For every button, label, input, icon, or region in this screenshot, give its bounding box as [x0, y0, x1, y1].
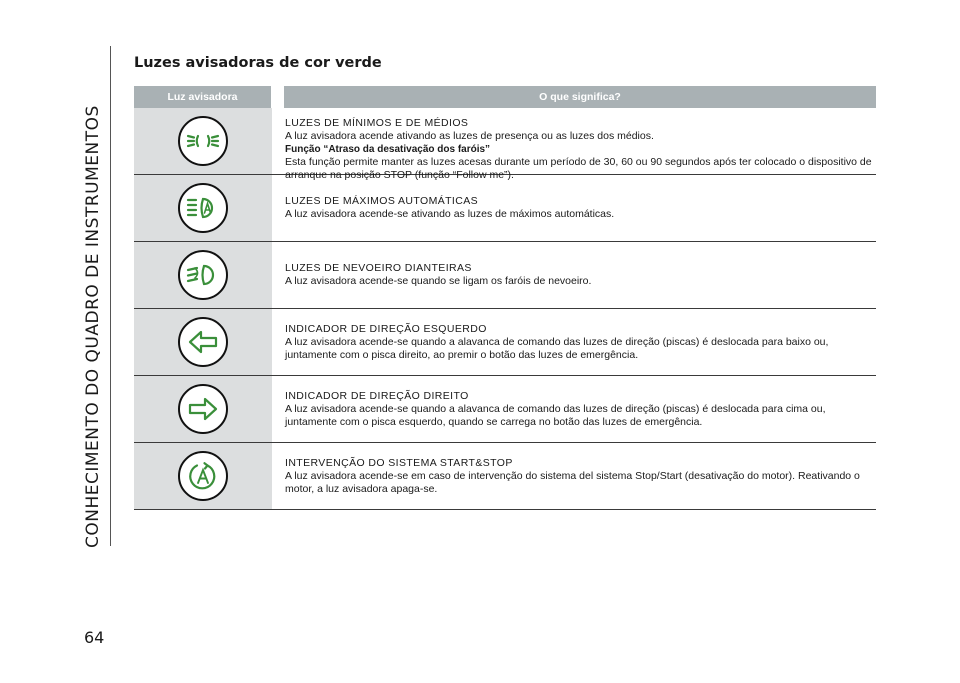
- entry-title: LUZES DE MÍNIMOS E DE MÉDIOS: [285, 117, 469, 129]
- section-title: Luzes avisadoras de cor verde: [134, 55, 382, 71]
- front-fog-lights-icon: [178, 250, 228, 300]
- table-row: [134, 376, 876, 443]
- icon-cell: [134, 175, 272, 241]
- meaning-cell: [272, 309, 876, 375]
- entry-title: LUZES DE NEVOEIRO DIANTEIRAS: [285, 262, 472, 274]
- entry-text: A luz avisadora acende-se em caso de intervenção do sistema del sistema Stop/Start (desativação do motor). Reativando o motor, a luz avisadora apaga-se.: [285, 469, 860, 495]
- icon-cell: [134, 376, 272, 442]
- table-row: [134, 242, 876, 309]
- icon-cell: [134, 309, 272, 375]
- auto-high-beam-icon: [178, 183, 228, 233]
- header-meaning: O que significa?: [272, 86, 876, 108]
- warning-lights-table: [134, 86, 876, 510]
- entry-text: A luz avisadora acende-se quando a alavanca de comando das luzes de direção (piscas) é deslocada para cima ou, juntamente com o pisca esquerdo, quando se carrega no botão das luzes de emergência.: [285, 402, 826, 428]
- meaning-cell: [272, 175, 876, 241]
- entry-title: INDICADOR DE DIREÇÃO ESQUERDO: [285, 322, 487, 335]
- right-turn-arrow-icon: [178, 384, 228, 434]
- chapter-divider: [110, 46, 111, 546]
- entry-text: A luz avisadora acende-se quando se ligam os faróis de nevoeiro.: [285, 275, 592, 287]
- table-row: [134, 309, 876, 376]
- meaning-cell: [272, 376, 876, 442]
- table-row: [134, 175, 876, 242]
- page-number: 64: [84, 628, 105, 647]
- icon-cell: [134, 242, 272, 308]
- table-header: [134, 86, 876, 108]
- entry-title: LUZES DE MÁXIMOS AUTOMÁTICAS: [285, 195, 479, 207]
- entry-text-2: Esta função permite manter as luzes acesas durante um período de 30, 60 ou 90 segundos após ter colocado o dispositivo de arranque na posição STOP (função “Follow me”).: [285, 156, 872, 181]
- side-lights-icon: [178, 116, 228, 166]
- icon-cell: [134, 443, 272, 509]
- left-turn-arrow-icon: [178, 317, 228, 367]
- meaning-cell: [272, 108, 876, 181]
- entry-title: INTERVENÇÃO DO SISTEMA START&STOP: [285, 456, 513, 469]
- start-stop-icon: [178, 451, 228, 501]
- entry-text: A luz avisadora acende-se ativando as luzes de máximos automáticas.: [285, 208, 615, 220]
- table-row: [134, 443, 876, 510]
- icon-cell: [134, 108, 272, 174]
- entry-text: A luz avisadora acende ativando as luzes de presença ou as luzes dos médios.: [285, 130, 654, 142]
- meaning-cell: [272, 443, 876, 509]
- meaning-cell: [272, 242, 876, 308]
- header-warning-light: Luz avisadora: [134, 86, 272, 108]
- entry-subtitle: Função “Atraso da desativação dos faróis”: [285, 144, 491, 155]
- entry-title: INDICADOR DE DIREÇÃO DIREITO: [285, 389, 469, 402]
- chapter-title: CONHECIMENTO DO QUADRO DE INSTRUMENTOS: [83, 105, 103, 548]
- entry-text: A luz avisadora acende-se quando a alavanca de comando das luzes de direção (piscas) é deslocada para baixo ou, juntamente com o pisca direito, ao premir o botão das luzes de emergência.: [285, 335, 829, 361]
- table-row: [134, 108, 876, 181]
